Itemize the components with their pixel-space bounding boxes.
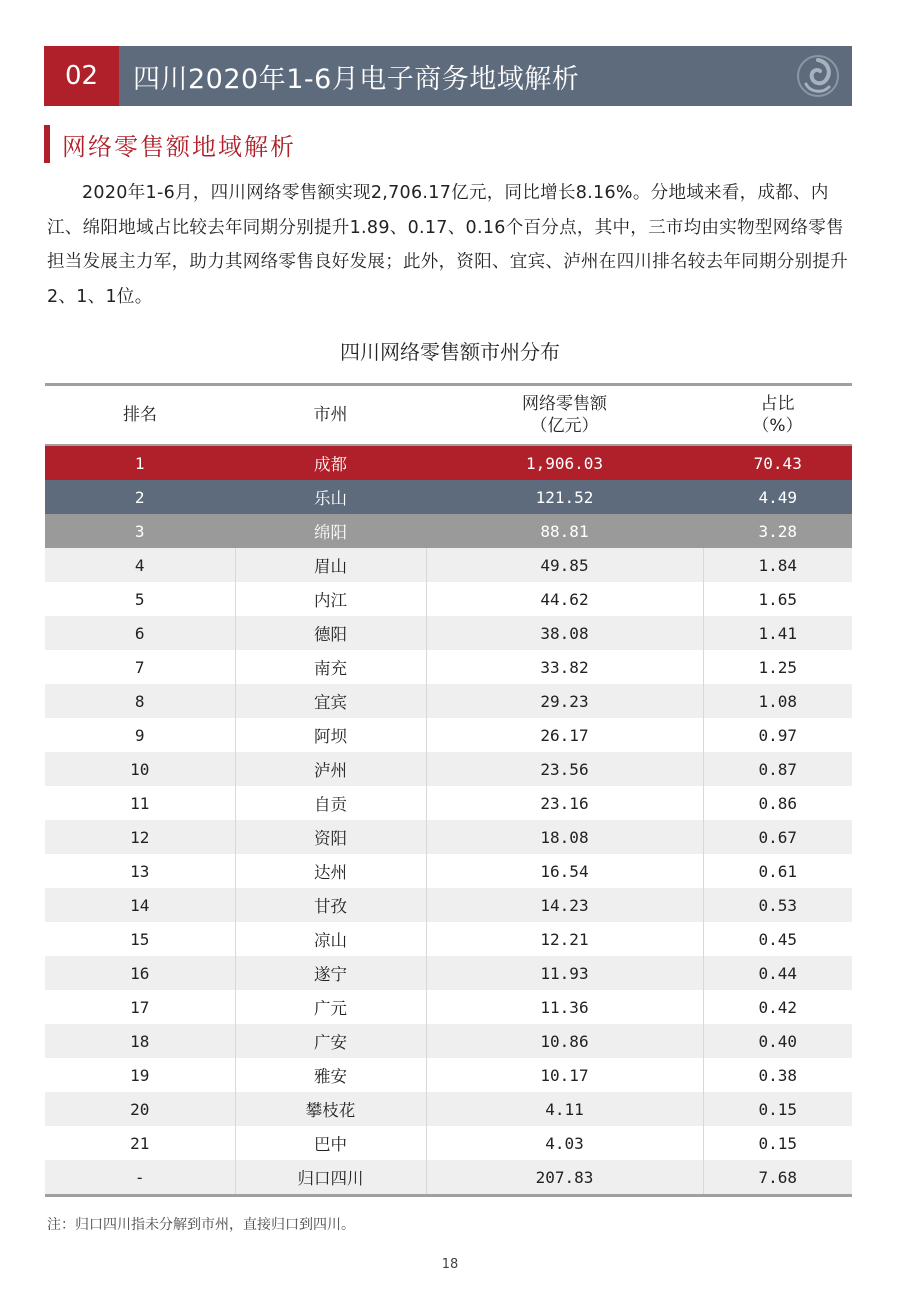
cell-rank: 1 (45, 445, 235, 480)
cell-city: 内江 (235, 582, 426, 616)
cell-share: 7.68 (703, 1160, 852, 1196)
header-sales-line2: （亿元） (530, 416, 599, 436)
cell-city: 乐山 (235, 480, 426, 514)
table-row (45, 854, 852, 888)
cell-share: 1.84 (703, 548, 852, 582)
cell-city: 巴中 (235, 1126, 426, 1160)
cell-rank: 12 (45, 820, 235, 854)
table-row (45, 820, 852, 854)
cell-sales: 23.16 (426, 786, 703, 820)
cell-share: 0.87 (703, 752, 852, 786)
cell-rank: 7 (45, 650, 235, 684)
cell-city: 广安 (235, 1024, 426, 1058)
section-title: 网络零售额地域解析 (62, 132, 296, 161)
chapter-number: 02 (44, 46, 119, 106)
cell-city: 达州 (235, 854, 426, 888)
cell-sales: 88.81 (426, 514, 703, 548)
cell-sales: 121.52 (426, 480, 703, 514)
cell-sales: 18.08 (426, 820, 703, 854)
table-row (45, 888, 852, 922)
cell-share: 1.25 (703, 650, 852, 684)
cell-share: 0.42 (703, 990, 852, 1024)
cell-city: 雅安 (235, 1058, 426, 1092)
cell-rank: 9 (45, 718, 235, 752)
cell-city: 凉山 (235, 922, 426, 956)
cell-city: 眉山 (235, 548, 426, 582)
cell-sales: 44.62 (426, 582, 703, 616)
cell-rank: 8 (45, 684, 235, 718)
cell-share: 0.86 (703, 786, 852, 820)
cell-rank: 10 (45, 752, 235, 786)
table-row (45, 1024, 852, 1058)
cell-sales: 11.93 (426, 956, 703, 990)
table-row (45, 616, 852, 650)
table-row (45, 922, 852, 956)
cell-city: 宜宾 (235, 684, 426, 718)
table-row (45, 1126, 852, 1160)
cell-city: 自贡 (235, 786, 426, 820)
table-row (45, 718, 852, 752)
cell-share: 0.53 (703, 888, 852, 922)
city-sales-table (45, 383, 852, 1197)
cell-rank: 5 (45, 582, 235, 616)
cell-share: 70.43 (703, 445, 852, 480)
cell-share: 0.38 (703, 1058, 852, 1092)
cell-sales: 4.11 (426, 1092, 703, 1126)
table-row (45, 956, 852, 990)
header-city: 市州 (313, 405, 348, 425)
cell-rank: 3 (45, 514, 235, 548)
header-share (703, 385, 852, 446)
table-row (45, 1058, 852, 1092)
table-row (45, 548, 852, 582)
table-row (45, 990, 852, 1024)
header-sales (426, 385, 703, 446)
cell-rank: 19 (45, 1058, 235, 1092)
cell-sales: 4.03 (426, 1126, 703, 1160)
cell-share: 3.28 (703, 514, 852, 548)
page-number: 18 (441, 1257, 459, 1272)
cell-share: 0.45 (703, 922, 852, 956)
cell-city: 资阳 (235, 820, 426, 854)
table-row (45, 514, 852, 548)
cell-city: 泸州 (235, 752, 426, 786)
cell-sales: 23.56 (426, 752, 703, 786)
table-row (45, 480, 852, 514)
cell-rank: 21 (45, 1126, 235, 1160)
cell-rank: - (45, 1160, 235, 1196)
cell-sales: 49.85 (426, 548, 703, 582)
cell-share: 1.41 (703, 616, 852, 650)
cell-share: 1.65 (703, 582, 852, 616)
cell-sales: 12.21 (426, 922, 703, 956)
cell-city: 甘孜 (235, 888, 426, 922)
header-share-line1: 占比 (760, 394, 795, 414)
cell-sales: 10.17 (426, 1058, 703, 1092)
cell-sales: 16.54 (426, 854, 703, 888)
cell-city: 德阳 (235, 616, 426, 650)
cell-city: 归口四川 (235, 1160, 426, 1196)
header-rank: 排名 (123, 405, 157, 425)
cell-rank: 15 (45, 922, 235, 956)
table-row (45, 1092, 852, 1126)
cell-share: 0.97 (703, 718, 852, 752)
cell-sales: 14.23 (426, 888, 703, 922)
section-heading (44, 124, 296, 164)
cell-rank: 4 (45, 548, 235, 582)
cell-share: 0.15 (703, 1126, 852, 1160)
cell-share: 0.44 (703, 956, 852, 990)
cell-share: 4.49 (703, 480, 852, 514)
cell-city: 攀枝花 (235, 1092, 426, 1126)
table-row (45, 582, 852, 616)
table-body (45, 445, 852, 1196)
cell-rank: 18 (45, 1024, 235, 1058)
table-header-row (45, 385, 852, 446)
swirl-logo-icon (796, 54, 840, 98)
cell-sales: 38.08 (426, 616, 703, 650)
table-row (45, 650, 852, 684)
footnote: 注：归口四川指未分解到市州，直接归口到四川。 (47, 1217, 355, 1233)
cell-rank: 14 (45, 888, 235, 922)
table-row (45, 752, 852, 786)
table-row (45, 786, 852, 820)
cell-rank: 13 (45, 854, 235, 888)
cell-city: 遂宁 (235, 956, 426, 990)
cell-rank: 17 (45, 990, 235, 1024)
chapter-title: 四川2020年1-6月电子商务地域解析 (133, 63, 580, 95)
section-accent-bar (44, 125, 50, 163)
cell-rank: 2 (45, 480, 235, 514)
cell-sales: 26.17 (426, 718, 703, 752)
cell-city: 阿坝 (235, 718, 426, 752)
chapter-header-bar (44, 46, 852, 106)
cell-rank: 11 (45, 786, 235, 820)
cell-sales: 207.83 (426, 1160, 703, 1196)
header-share-line2: （%） (752, 416, 803, 436)
cell-sales: 1,906.03 (426, 445, 703, 480)
cell-share: 0.15 (703, 1092, 852, 1126)
header-sales-line1: 网络零售额 (522, 394, 607, 414)
table-row (45, 684, 852, 718)
table-row (45, 445, 852, 480)
cell-rank: 16 (45, 956, 235, 990)
cell-city: 广元 (235, 990, 426, 1024)
cell-sales: 11.36 (426, 990, 703, 1024)
cell-rank: 20 (45, 1092, 235, 1126)
cell-sales: 33.82 (426, 650, 703, 684)
cell-city: 绵阳 (235, 514, 426, 548)
body-paragraph: 2020年1-6月，四川网络零售额实现2,706.17亿元，同比增长8.16%。分地域来看，成都、内江、绵阳地域占比较去年同期分别提升1.89、0.17、0.16个百分点，其中，三市均由实物型网络零售担当发展主力军，助力其网络零售良好发展；此外，资阳、宜宾、泸州在四川排名较去年同期分别提升2、1、1位。 (47, 183, 848, 307)
cell-share: 0.40 (703, 1024, 852, 1058)
cell-share: 0.67 (703, 820, 852, 854)
table-row (45, 1160, 852, 1196)
cell-city: 成都 (235, 445, 426, 480)
cell-rank: 6 (45, 616, 235, 650)
cell-sales: 10.86 (426, 1024, 703, 1058)
cell-sales: 29.23 (426, 684, 703, 718)
cell-share: 0.61 (703, 854, 852, 888)
cell-city: 南充 (235, 650, 426, 684)
cell-share: 1.08 (703, 684, 852, 718)
table-title: 四川网络零售额市州分布 (340, 340, 560, 364)
